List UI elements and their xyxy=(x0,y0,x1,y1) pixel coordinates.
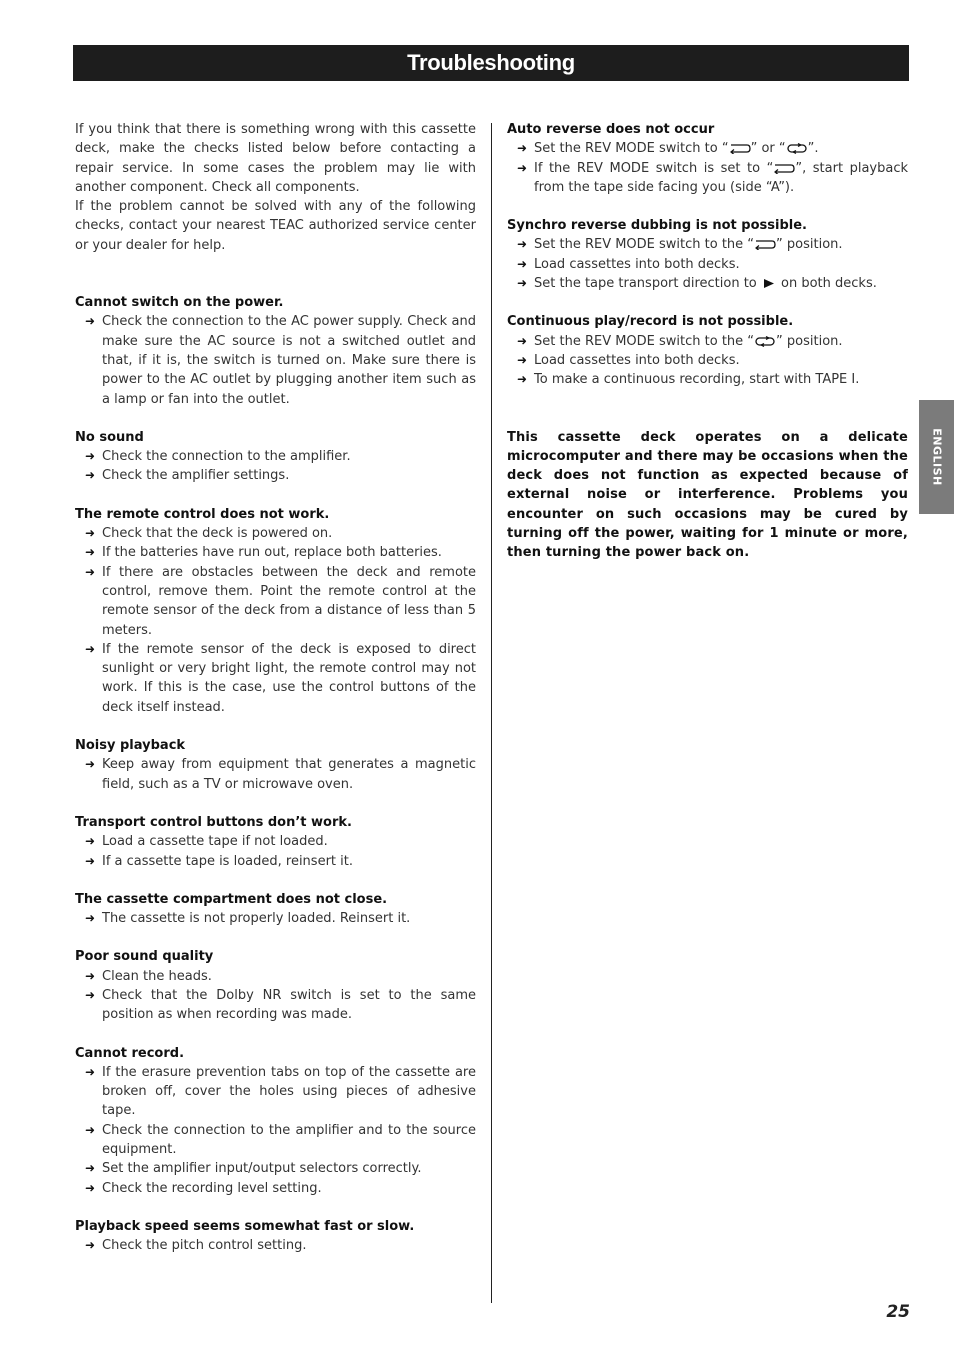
arrow-icon: ➜ xyxy=(517,256,528,271)
list-item xyxy=(75,1063,476,1121)
section-heading: Playback speed seems somewhat fast or slow. xyxy=(75,1218,415,1234)
section-heading: Cannot switch on the power. xyxy=(75,295,284,311)
list-item xyxy=(75,1159,476,1178)
list-item: ➜ Set the REV MODE switch to the “ ” position. xyxy=(507,332,908,351)
troubleshooting-section xyxy=(75,813,476,871)
arrow-icon: ➜ xyxy=(85,911,96,926)
section-heading: Auto reverse does not occur xyxy=(507,122,715,137)
arrow-icon: ➜ xyxy=(85,987,96,1002)
list-item xyxy=(75,640,476,717)
right-column xyxy=(507,120,908,563)
intro xyxy=(75,120,476,255)
troubleshooting-section xyxy=(75,947,476,1024)
arrow-icon: ➜ xyxy=(85,757,96,772)
list-item-text: Check the connection to the amplifier and to the source equipment. xyxy=(102,1122,476,1158)
list-item-text: Set the amplifier input/output selectors correctly. xyxy=(102,1161,422,1177)
list-item-text: Check that the deck is powered on. xyxy=(102,526,333,542)
page-title: Troubleshooting xyxy=(407,50,575,75)
troubleshooting-section xyxy=(75,293,476,409)
arrow-icon: ➜ xyxy=(517,276,528,291)
list-item: ➜ Set the tape transport direction to on both decks. xyxy=(507,274,908,293)
list-item-text: Check the recording level setting. xyxy=(102,1180,322,1196)
arrow-icon: ➜ xyxy=(517,141,528,156)
arrow-icon: ➜ xyxy=(517,333,528,348)
list-item-text: Check the pitch control setting. xyxy=(102,1238,307,1254)
troubleshooting-section xyxy=(75,1044,476,1198)
section-heading: Synchro reverse dubbing is not possible. xyxy=(507,218,807,234)
list-item-text: If the erasure prevention tabs on top of the cassette are broken off, cover the holes using pieces of adhesive tape. xyxy=(102,1064,476,1119)
troubleshooting-section xyxy=(75,890,476,929)
list-item xyxy=(75,832,476,851)
arrow-icon: ➜ xyxy=(85,314,96,329)
list-item: ➜ If the REV MODE switch is set to “ ”, start playback from the tape side facing you (side “A”). xyxy=(517,160,909,195)
list-item-text: If a cassette tape is loaded, reinsert it. xyxy=(102,853,353,869)
list-item-text: Clean the heads. xyxy=(102,968,212,984)
language-tab xyxy=(919,400,954,514)
arrow-icon: ➜ xyxy=(85,1064,96,1079)
section-heading: The remote control does not work. xyxy=(75,506,330,522)
list-item-text: Check that the Dolby NR switch is set to the same position as when recording was made. xyxy=(102,987,476,1023)
troubleshooting-section xyxy=(75,736,476,794)
list-item-text: If the remote sensor of the deck is exposed to direct sunlight or very bright light, the remote control may not work. If this is the case, use the control buttons of the deck itself instead. xyxy=(102,641,476,715)
arrow-icon: ➜ xyxy=(517,352,528,367)
list-item xyxy=(75,543,476,562)
arrow-icon: ➜ xyxy=(517,237,528,252)
column-divider xyxy=(491,123,492,1303)
intro-paragraph: If you think that there is something wrong with this cassette deck, make the checks listed below before contacting a repair service. In some cases the problem may lie with another component. Check all components. xyxy=(75,122,476,195)
arrow-icon: ➜ xyxy=(85,449,96,464)
one-way-reverse-icon xyxy=(773,163,795,174)
list-item-text: Load a cassette tape if not loaded. xyxy=(102,834,328,850)
list-item xyxy=(75,524,476,543)
list-item: ➜ Set the REV MODE switch to “ ” or “ ”. xyxy=(507,139,908,158)
left-sections xyxy=(75,293,476,1255)
list-item-text: Keep away from equipment that generates a magnetic field, such as a TV or microwave oven. xyxy=(102,757,476,792)
list-item xyxy=(75,466,476,485)
troubleshooting-section xyxy=(75,428,476,486)
arrow-icon: ➜ xyxy=(85,641,96,656)
section-heading: Poor sound quality xyxy=(75,949,214,965)
list-item xyxy=(75,755,476,794)
list-item: ➜ Set the REV MODE switch to the “ ” position. xyxy=(507,235,908,254)
section-heading: Transport control buttons don’t work. xyxy=(75,814,352,830)
intro-paragraph: If the problem cannot be solved with any of the following checks, contact your nearest TEAC authorized service center or your dealer for help. xyxy=(75,199,476,253)
section-synchro-reverse xyxy=(507,216,908,293)
list-item xyxy=(75,909,476,928)
list-item-text: If there are obstacles between the deck and remote control, remove them. Point the remote control at the remote sensor of the deck from a distance of less than 5 meters. xyxy=(102,564,476,638)
list-item xyxy=(75,563,476,640)
arrow-icon: ➜ xyxy=(85,564,96,579)
arrow-icon: ➜ xyxy=(517,160,528,175)
page-title-bar xyxy=(73,45,909,81)
list-item-text: The cassette is not properly loaded. Reinsert it. xyxy=(102,911,411,927)
list-item xyxy=(75,967,476,986)
arrow-icon: ➜ xyxy=(517,372,528,387)
section-auto-reverse xyxy=(507,120,908,197)
section-heading: Noisy playback xyxy=(75,738,186,754)
arrow-icon: ➜ xyxy=(85,1161,96,1176)
one-way-reverse-icon xyxy=(754,239,776,250)
page-number: 25 xyxy=(886,1302,910,1322)
list-item xyxy=(75,1179,476,1198)
arrow-icon: ➜ xyxy=(85,968,96,983)
list-item-text: If the batteries have run out, replace both batteries. xyxy=(102,545,442,561)
one-way-reverse-icon xyxy=(729,143,751,154)
list-item xyxy=(75,312,476,408)
arrow-icon: ➜ xyxy=(85,468,96,483)
section-heading: No sound xyxy=(75,429,144,445)
section-heading: Continuous play/record is not possible. xyxy=(507,314,794,330)
language-tab-label: ENGLISH xyxy=(930,428,943,486)
section-heading: The cassette compartment does not close. xyxy=(75,891,388,907)
section-heading: Cannot record. xyxy=(75,1045,185,1061)
section-continuous-play xyxy=(507,312,908,389)
list-item xyxy=(75,852,476,871)
play-forward-icon xyxy=(761,278,777,289)
arrow-icon: ➜ xyxy=(85,1180,96,1195)
list-item xyxy=(75,447,476,466)
left-column xyxy=(75,120,476,1256)
list-item-text: Check the connection to the amplifier. xyxy=(102,449,351,465)
arrow-icon: ➜ xyxy=(85,545,96,560)
troubleshooting-section xyxy=(75,505,476,717)
list-item xyxy=(75,1236,476,1255)
list-item-text: Check the amplifier settings. xyxy=(102,468,290,484)
arrow-icon: ➜ xyxy=(85,1122,96,1137)
troubleshooting-section xyxy=(75,1217,476,1256)
arrow-icon: ➜ xyxy=(85,526,96,541)
list-item-text: Check the connection to the AC power supply. Check and make sure the AC source is not a switched outlet and that, if it is, the switch is turned on. Make sure there is power to the AC outlet by plugging another item such as a lamp or fan into the outlet. xyxy=(102,314,476,407)
arrow-icon: ➜ xyxy=(85,1238,96,1253)
list-item: ➜ Load cassettes into both decks. xyxy=(507,255,908,274)
list-item: ➜ Load cassettes into both decks. xyxy=(507,351,908,370)
continuous-reverse-icon xyxy=(786,143,808,154)
continuous-reverse-icon xyxy=(754,336,776,347)
list-item xyxy=(75,986,476,1025)
list-item xyxy=(75,1121,476,1160)
list-item: ➜ To make a continuous recording, start with TAPE I. xyxy=(507,370,908,389)
arrow-icon: ➜ xyxy=(85,834,96,849)
microcomputer-note: This cassette deck operates on a delicate microcomputer and there may be occasions when the deck does not function as expected because of external noise or interference. Problems you encounter on such occasions may be cured by turning off the power, waiting for 1 minute or more, then turning the power back on. xyxy=(507,429,908,561)
arrow-icon: ➜ xyxy=(85,853,96,868)
